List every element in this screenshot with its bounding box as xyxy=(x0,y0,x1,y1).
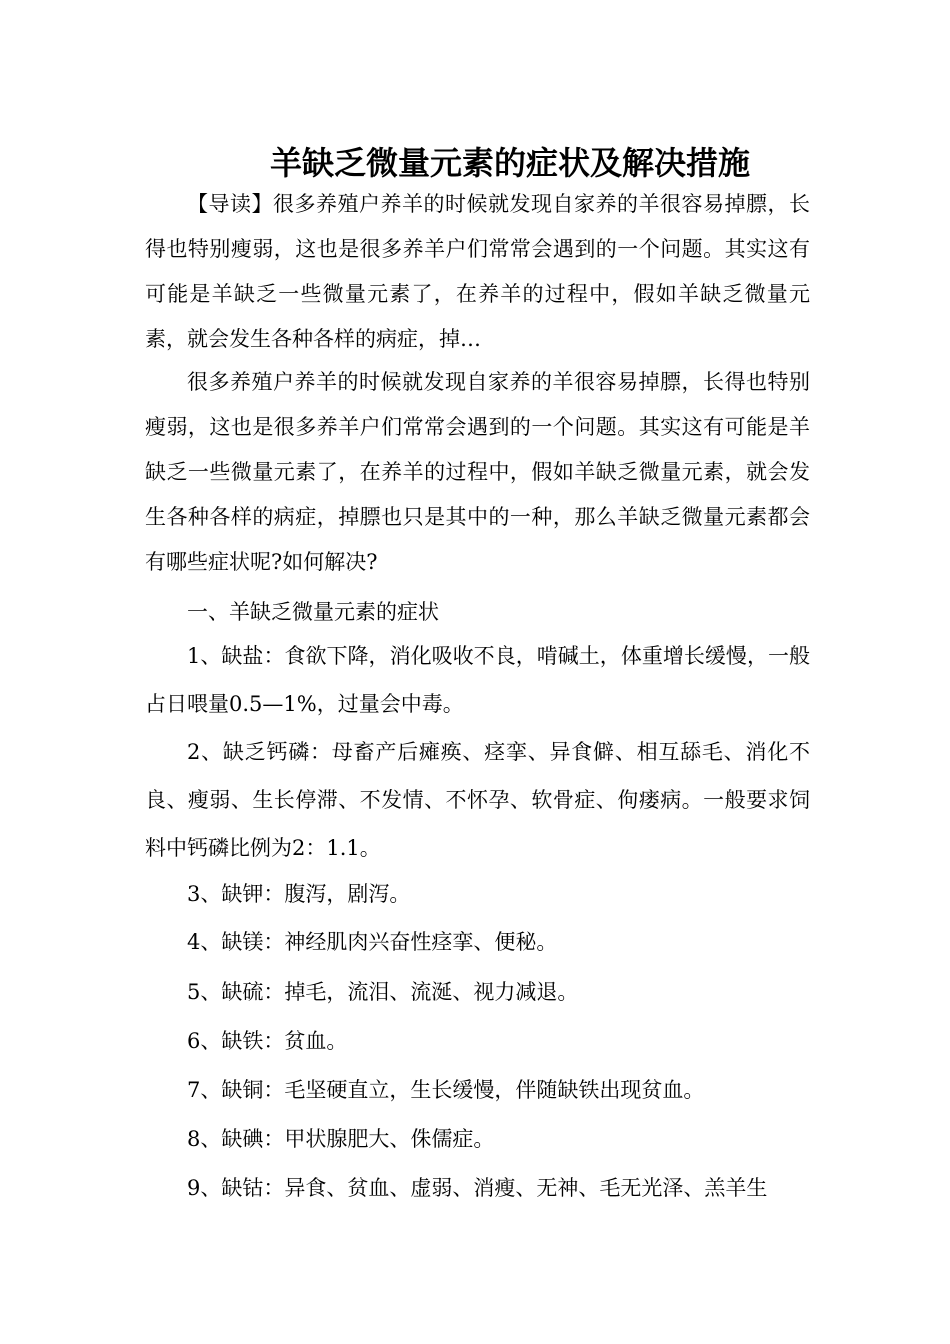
symptom-item-sulfur: 5、缺硫：掉毛，流泪、流涎、视力减退。 xyxy=(187,980,579,1004)
document-title: 羊缺乏微量元素的症状及解决措施 xyxy=(269,144,750,183)
section-heading: 一、羊缺乏微量元素的症状 xyxy=(187,600,439,624)
symptom-item-magnesium: 4、缺镁：神经肌肉兴奋性痉挛、便秘。 xyxy=(187,930,558,954)
symptom-item-copper: 7、缺铜：毛坚硬直立，生长缓慢，伴随缺铁出现贫血。 xyxy=(187,1078,705,1102)
symptom-item-potassium: 3、缺钾：腹泻，剧泻。 xyxy=(187,882,411,906)
symptom-item-salt: 1、缺盐：食欲下降，消化吸收不良，啃碱土，体重增长缓慢，一般占日喂量0.5—1%，过量会中毒。 xyxy=(145,644,810,716)
symptom-item-iron: 6、缺铁：贫血。 xyxy=(187,1029,348,1053)
symptom-item-calcium-phosphorus: 2、缺乏钙磷：母畜产后瘫痪、痉挛、异食僻、相互舔毛、消化不良、瘦弱、生长停滞、不发情、不怀孕、软骨症、佝瘘病。一般要求饲料中钙磷比例为2：1.1。 xyxy=(145,740,810,860)
intro-paragraph: 很多养殖户养羊的时候就发现自家养的羊很容易掉膘，长得也特别瘦弱，这也是很多养羊户们常常会遇到的一个问题。其实这有可能是羊缺乏一些微量元素了，在养羊的过程中，假如羊缺乏微量元素，就会发生各种各样的病症，掉膘也只是其中的一种，那么羊缺乏微量元素都会有哪些症状呢?如何解决? xyxy=(145,370,810,574)
lead-paragraph: 【导读】很多养殖户养羊的时候就发现自家养的羊很容易掉膘，长得也特别瘦弱，这也是很多养羊户们常常会遇到的一个问题。其实这有可能是羊缺乏一些微量元素了，在养羊的过程中，假如羊缺乏微量元素，就会发生各种各样的病症，掉… xyxy=(145,192,810,351)
symptom-item-cobalt: 9、缺钴：异食、贫血、虚弱、消瘦、无神、毛无光泽、羔羊生 xyxy=(187,1176,768,1200)
symptom-item-iodine: 8、缺碘：甲状腺肥大、侏儒症。 xyxy=(187,1127,495,1151)
